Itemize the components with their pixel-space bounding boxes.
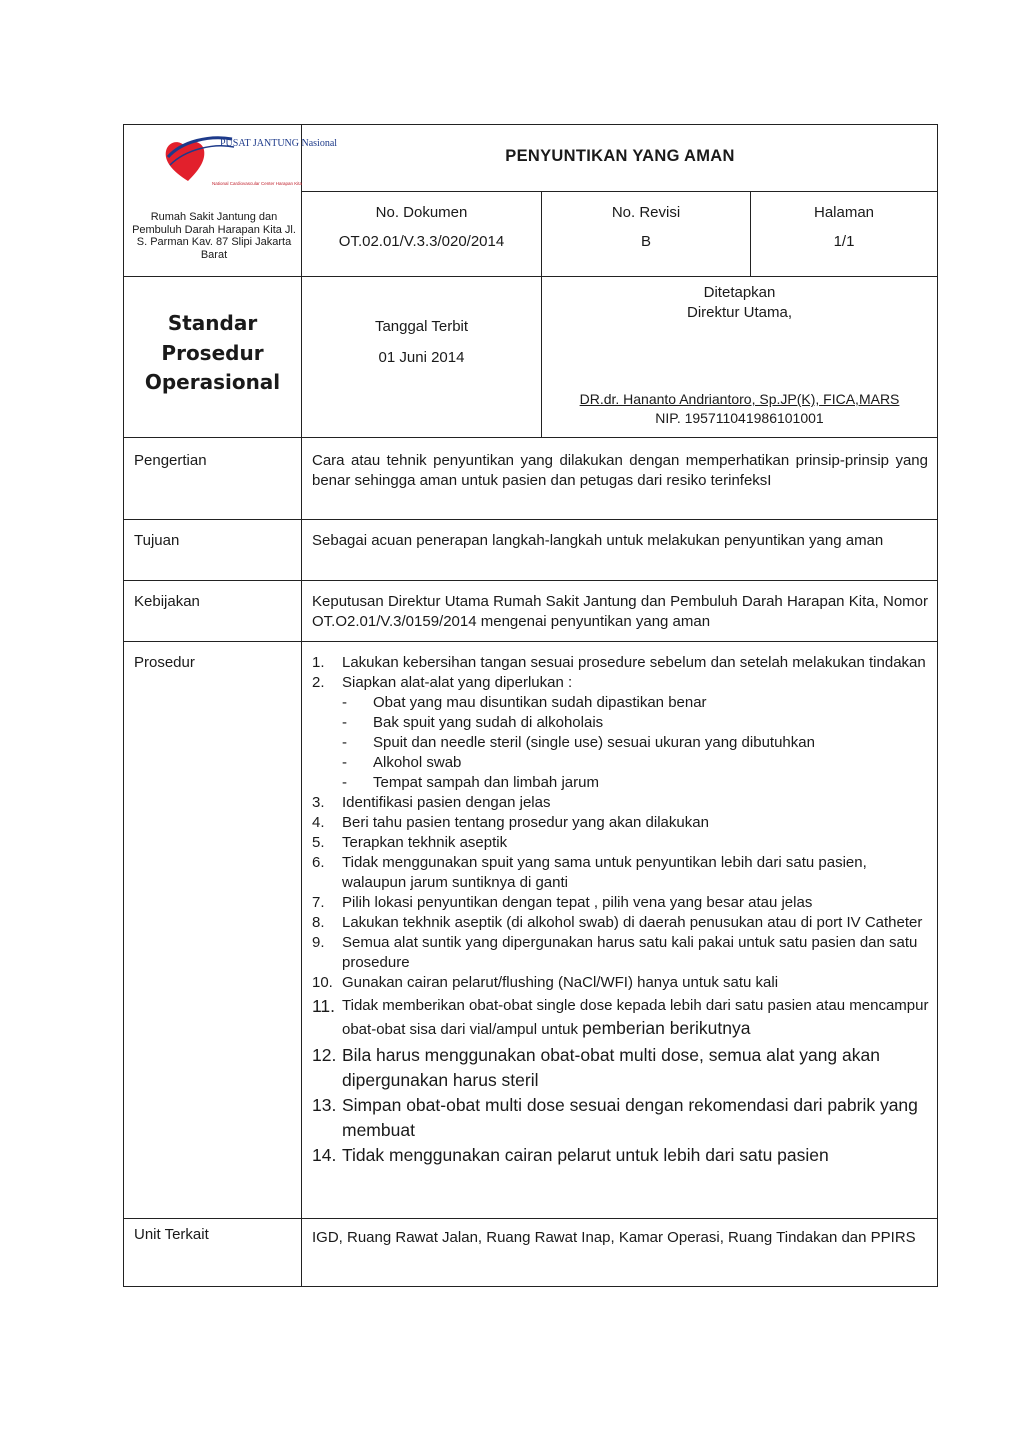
step-text: Tidak menggunakan spuit yang sama untuk penyuntikan lebih dari satu pasien, walaupun jarum suntiknya di ganti (342, 854, 867, 891)
divider (124, 641, 937, 642)
step-number: 11. (312, 996, 336, 1016)
step-number: 14. (312, 1145, 337, 1165)
step-number: 6. (312, 854, 325, 871)
doc-no-label: No. Dokumen (375, 204, 468, 221)
step-text: Semua alat suntik yang dipergunakan harus satu kali pakai untuk satu pasien dan satu prosedure (342, 934, 918, 971)
hospital-name: Rumah Sakit Jantung dan Pembuluh Darah Harapan Kita Jl. S. Parman Kav. 87 Slipi Jakarta Barat (132, 211, 296, 261)
pengertian-text: Cara atau tehnik penyuntikan yang dilakukan dengan memperhatikan prinsip-prinsip yang benar sehingga aman untuk pasien dan petugas dari resiko terinfeksI (312, 452, 928, 489)
document-title: PENYUNTIKAN YANG AMAN (505, 147, 735, 165)
subitem-text: Tempat sampah dan limbah jarum (373, 774, 599, 791)
step-text: Tidak menggunakan cairan pelarut untuk lebih dari satu pasien (342, 1145, 829, 1165)
approved-label: Ditetapkan (703, 284, 776, 301)
subitem-text: Spuit dan needle steril (single use) sesuai ukuran yang dibutuhkan (373, 734, 815, 751)
divider (124, 437, 937, 438)
list-item (312, 793, 932, 813)
divider (124, 519, 937, 520)
sop-document-table (123, 124, 938, 1287)
subitem-text: Alkohol swab (373, 754, 462, 771)
tujuan-label: Tujuan (134, 532, 180, 549)
step-number: 3. (312, 794, 325, 811)
page-label: Halaman (813, 204, 875, 221)
step-text: Lakukan tekhnik aseptik (di alkohol swab) di daerah penusukan atau di port IV Catheter (342, 914, 923, 931)
dash-bullet: - (342, 734, 347, 751)
tujuan-text: Sebagai acuan penerapan langkah-langkah untuk melakukan penyuntikan yang aman (312, 532, 884, 549)
step-number: 10. (312, 974, 333, 991)
step-text: Simpan obat-obat multi dose sesuai dengan rekomendasi dari pabrik yang membuat (342, 1095, 918, 1140)
list-subitem (312, 773, 932, 793)
list-subitem (312, 733, 932, 753)
subitem-text: Bak spuit yang sudah di alkoholais (373, 714, 604, 731)
list-item (312, 893, 932, 913)
divider (301, 125, 302, 1286)
list-item (312, 995, 932, 1041)
list-item (312, 1043, 932, 1093)
issue-date: 01 Juni 2014 (378, 349, 465, 366)
list-subitem (312, 693, 932, 713)
list-item (312, 833, 932, 853)
step-text: Bila harus menggunakan obat-obat multi dose, semua alat yang akan dipergunakan harus steril (342, 1045, 880, 1090)
sop-line: Standar (167, 311, 258, 335)
revision-label: No. Revisi (611, 204, 681, 221)
step-text: Siapkan alat-alat yang diperlukan : (342, 674, 573, 691)
step-text: Lakukan kebersihan tangan sesuai prosedure sebelum dan setelah melakukan tindakan (342, 654, 926, 671)
dash-bullet: - (342, 774, 347, 791)
heart-logo-icon (162, 131, 338, 193)
step-number: 5. (312, 834, 325, 851)
step-text: Beri tahu pasien tentang prosedur yang akan dilakukan (342, 814, 709, 831)
divider (124, 276, 937, 277)
divider (301, 191, 937, 192)
list-item (312, 913, 932, 933)
step-number: 8. (312, 914, 325, 931)
pengertian-label: Pengertian (134, 452, 207, 469)
subitem-text: Obat yang mau disuntikan sudah dipastikan benar (373, 694, 707, 711)
step-number: 13. (312, 1095, 337, 1115)
list-subitem (312, 713, 932, 733)
kebijakan-text: Keputusan Direktur Utama Rumah Sakit Jantung dan Pembuluh Darah Harapan Kita, Nomor OT.O2.01/V.3/0159/2014 mengenai penyuntikan yang aman (312, 593, 928, 630)
step-text: Gunakan cairan pelarut/flushing (NaCl/WFI) hanya untuk satu kali (342, 974, 779, 991)
step-number: 7. (312, 894, 325, 911)
list-item (312, 973, 932, 993)
list-item (312, 853, 932, 893)
step-number: 2. (312, 674, 325, 691)
procedure-list (312, 653, 932, 1168)
page-value: 1/1 (833, 233, 855, 250)
dash-bullet: - (342, 714, 347, 731)
list-item (312, 653, 932, 673)
signatory-nip: NIP. 195711041986101001 (655, 410, 824, 426)
step-number: 12. (312, 1045, 337, 1065)
sop-line: Prosedur (161, 340, 264, 365)
step-number: 1. (312, 654, 325, 671)
list-item (312, 673, 932, 693)
dash-bullet: - (342, 694, 347, 711)
list-item (312, 813, 932, 833)
prosedur-label: Prosedur (134, 654, 195, 671)
step-text: Tidak memberikan obat-obat single dose kepada lebih dari satu pasien atau mencampur obat-obat sisa dari vial/ampul untuk (342, 997, 929, 1038)
list-item (312, 1093, 932, 1143)
step-text: Pilih lokasi penyuntikan dengan tepat , pilih vena yang besar atau jelas (342, 894, 813, 911)
issue-date-label: Tanggal Terbit (374, 318, 469, 335)
step-number: 9. (312, 934, 325, 951)
divider (124, 580, 937, 581)
revision-value: B (640, 233, 651, 250)
approved-role: Direktur Utama, (686, 304, 793, 321)
sop-line: Operasional (144, 370, 281, 394)
kebijakan-label: Kebijakan (134, 593, 200, 610)
svg-text:National Cardiovascular Center: National Cardiovascular Center Harapan Kita (212, 181, 303, 186)
signatory-name (542, 389, 937, 409)
sop-heading (124, 309, 301, 398)
step-number: 4. (312, 814, 325, 831)
list-item (312, 933, 932, 973)
divider (124, 1218, 937, 1219)
doc-no-value: OT.02.01/V.3.3/020/2014 (338, 233, 505, 250)
list-subitem (312, 753, 932, 773)
svg-text:PUSAT JANTUNG Nasional: PUSAT JANTUNG Nasional (220, 138, 338, 149)
unit-label: Unit Terkait (134, 1226, 209, 1243)
hospital-logo (162, 131, 338, 193)
step-text: Identifikasi pasien dengan jelas (342, 794, 551, 811)
list-item (312, 1143, 932, 1168)
step-text: Terapkan tekhnik aseptik (342, 834, 508, 851)
step-text-continued: pemberian berikutnya (582, 1018, 751, 1038)
unit-text: IGD, Ruang Rawat Jalan, Ruang Rawat Inap, Kamar Operasi, Ruang Tindakan dan PPIRS (312, 1229, 916, 1246)
signatory-name-text: DR.dr. Hananto Andriantoro, Sp.JP(K), FICA,MARS (579, 391, 900, 407)
dash-bullet: - (342, 754, 347, 771)
